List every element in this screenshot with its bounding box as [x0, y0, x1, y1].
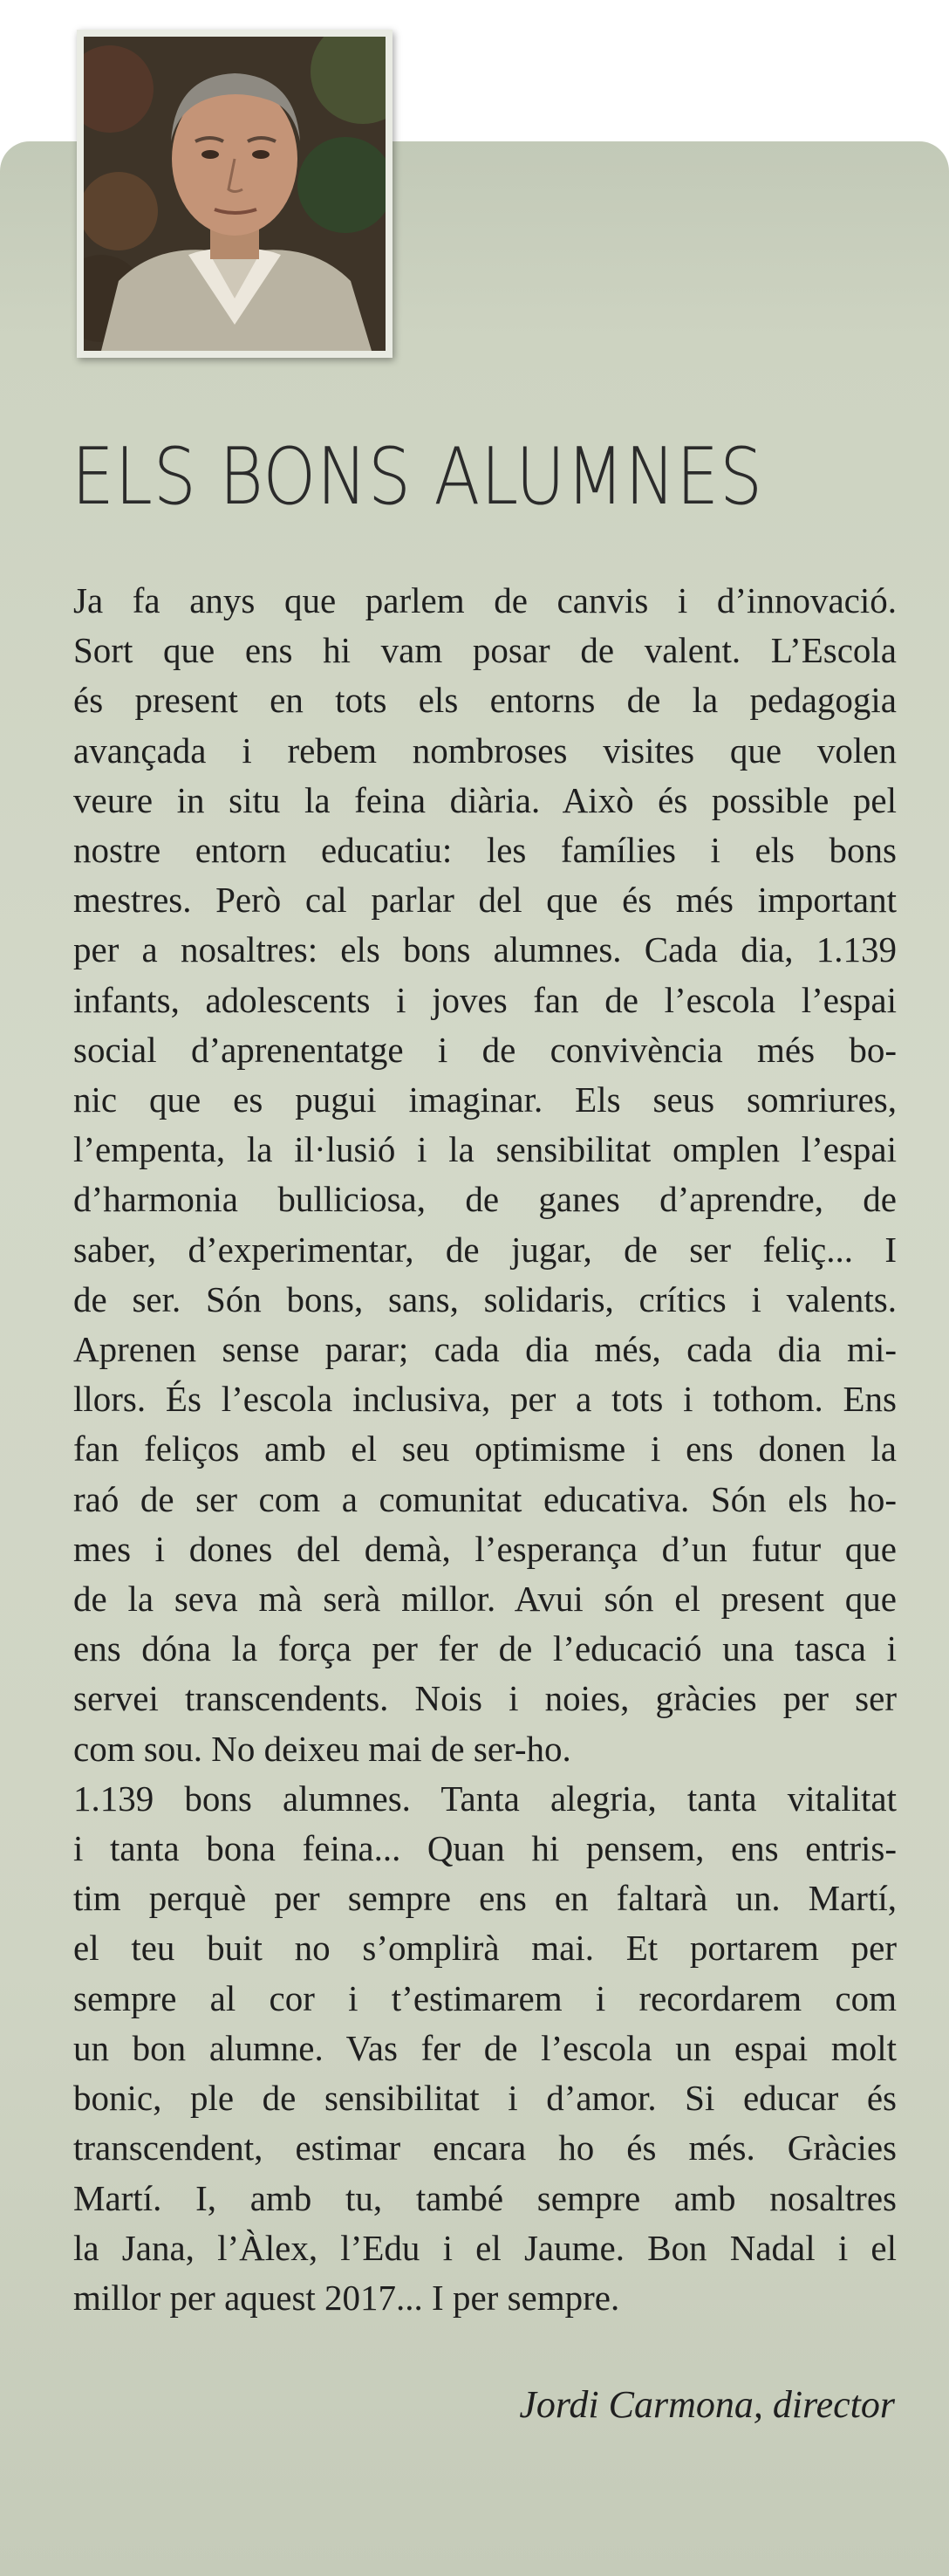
text-line: avançada i rebem nombroses visites que volen — [73, 730, 897, 771]
text-line: llors. És l’escola inclusiva, per a tots i tothom. Ens — [73, 1379, 897, 1420]
text-line: social d’aprenentatge i de convivència més bo- — [73, 1029, 897, 1070]
article-body — [73, 576, 897, 2323]
text-line: Martí. I, amb tu, també sempre amb nosaltres — [73, 2177, 897, 2218]
paragraph-1 — [73, 576, 897, 1774]
text-line: veure in situ la feina diària. Això és possible pel — [73, 779, 897, 820]
text-line: és present en tots els entorns de la pedagogia — [73, 680, 897, 721]
text-line: bonic, ple de sensibilitat i d’amor. Si educar és — [73, 2078, 897, 2119]
text-line: de la seva mà serà millor. Avui són el present que — [73, 1579, 897, 1620]
text-line: un bon alumne. Vas fer de l’escola un espai molt — [73, 2027, 897, 2068]
text-line: fan feliços amb el seu optimisme i ens donen la — [73, 1428, 897, 1470]
text-line: mes i dones del demà, l’esperança d’un futur que — [73, 1528, 897, 1569]
author-photo-frame — [77, 30, 393, 358]
text-line: raó de ser com a comunitat educativa. Són els ho- — [73, 1478, 897, 1519]
text-line: la Jana, l’Àlex, l’Edu i el Jaume. Bon Nadal i el — [73, 2227, 897, 2268]
text-line: saber, d’experimentar, de jugar, de ser feliç... I — [73, 1229, 897, 1270]
text-line: Ja fa anys que parlem de canvis i d’innovació. — [73, 580, 897, 620]
text-line: com sou. No deixeu mai de ser-ho. — [73, 1728, 571, 1769]
text-line: de ser. Són bons, sans, solidaris, crítics i valents. — [73, 1278, 897, 1319]
text-line: sempre al cor i t’estimarem i recordarem com — [73, 1977, 897, 2018]
article-signature: Jordi Carmona, director — [519, 2383, 895, 2426]
text-line: millor per aquest 2017... I per sempre. — [73, 2277, 620, 2318]
article-title: ELS BONS ALUMNES — [72, 431, 763, 523]
text-line: infants, adolescents i joves fan de l’escola l’espai — [73, 979, 897, 1020]
text-line: nic que es pugui imaginar. Els seus somriures, — [73, 1079, 897, 1120]
text-line: nostre entorn educatiu: les famílies i els bons — [73, 830, 897, 871]
text-line: tim perquè per sempre ens en faltarà un. Martí, — [73, 1878, 897, 1919]
text-line: transcendent, estimar encara ho és més. Gràcies — [73, 2127, 897, 2168]
text-line: d’harmonia bulliciosa, de ganes d’aprendre, de — [73, 1179, 897, 1220]
text-line: mestres. Però cal parlar del que és més important — [73, 880, 897, 921]
author-portrait-icon — [84, 37, 386, 351]
text-line: per a nosaltres: els bons alumnes. Cada dia, 1.139 — [73, 929, 897, 970]
text-line: el teu buit no s’omplirà mai. Et portarem per — [73, 1928, 897, 1969]
text-line: ens dóna la força per fer de l’educació una tasca i — [73, 1628, 897, 1669]
paragraph-2 — [73, 1774, 897, 2323]
text-line: l’empenta, la il·lusió i la sensibilitat omplen l’espai — [73, 1129, 897, 1170]
text-line: Aprenen sense parar; cada dia més, cada dia mi- — [73, 1329, 897, 1370]
text-line: servei transcendents. Nois i noies, gràcies per ser — [73, 1678, 897, 1719]
text-line: Sort que ens hi vam posar de valent. L’Escola — [73, 630, 897, 671]
text-line: 1.139 bons alumnes. Tanta alegria, tanta vitalitat — [73, 1778, 897, 1819]
text-line: i tanta bona feina... Quan hi pensem, ens entris- — [73, 1828, 897, 1869]
